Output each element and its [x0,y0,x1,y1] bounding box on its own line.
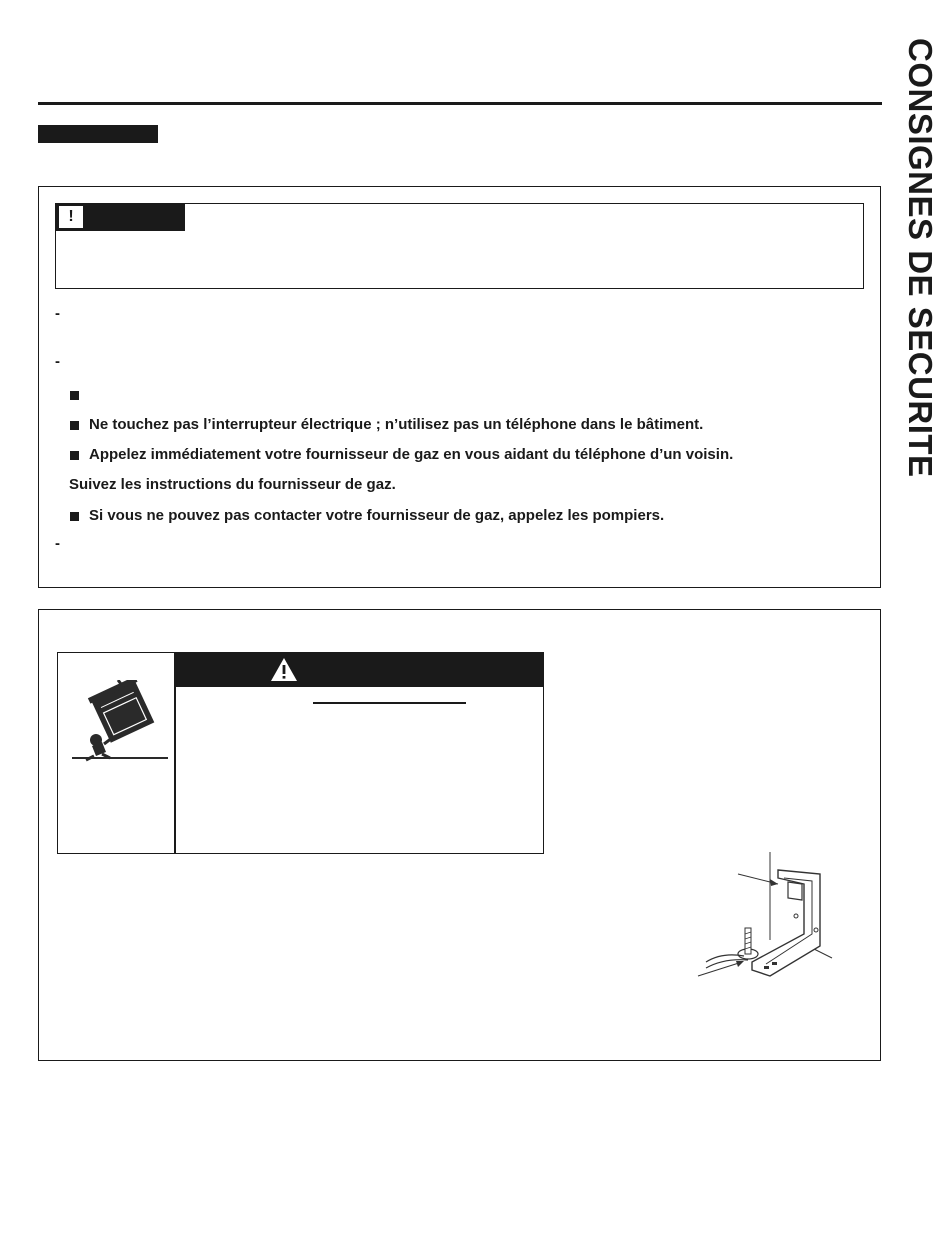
side-title: CONSIGNES DE SECURITE [902,38,939,478]
exclamation-icon: ! [59,206,83,228]
instruction-item: Si vous ne pouvez pas contacter votre fournisseur de gaz, appelez les pompiers. [89,507,665,524]
tip-over-child-icon [66,680,170,766]
bullet-square-icon [70,512,79,521]
list-dash: - [55,353,60,370]
top-rule [38,102,882,105]
bullet-square-icon [70,421,79,430]
instruction-followup: Suivez les instructions du fournisseur de gaz. [69,476,396,493]
bullet-square-icon [70,451,79,460]
list-dash: - [55,535,60,552]
text-underline [313,702,466,704]
warning-header-bar [175,652,544,687]
bullet-square-icon [70,391,79,400]
section-label-bar [38,125,158,143]
instruction-item: Ne touchez pas l’interrupteur électrique ; n’utilisez pas un téléphone dans le bâtiment. [89,416,704,433]
warning-tag [55,203,185,231]
list-dash: - [55,305,60,322]
instruction-item: Appelez immédiatement votre fournisseur de gaz en vous aidant du téléphone d’un voisin. [89,446,734,463]
warning-triangle-icon [270,657,298,682]
anti-tip-bracket-icon [692,848,842,988]
